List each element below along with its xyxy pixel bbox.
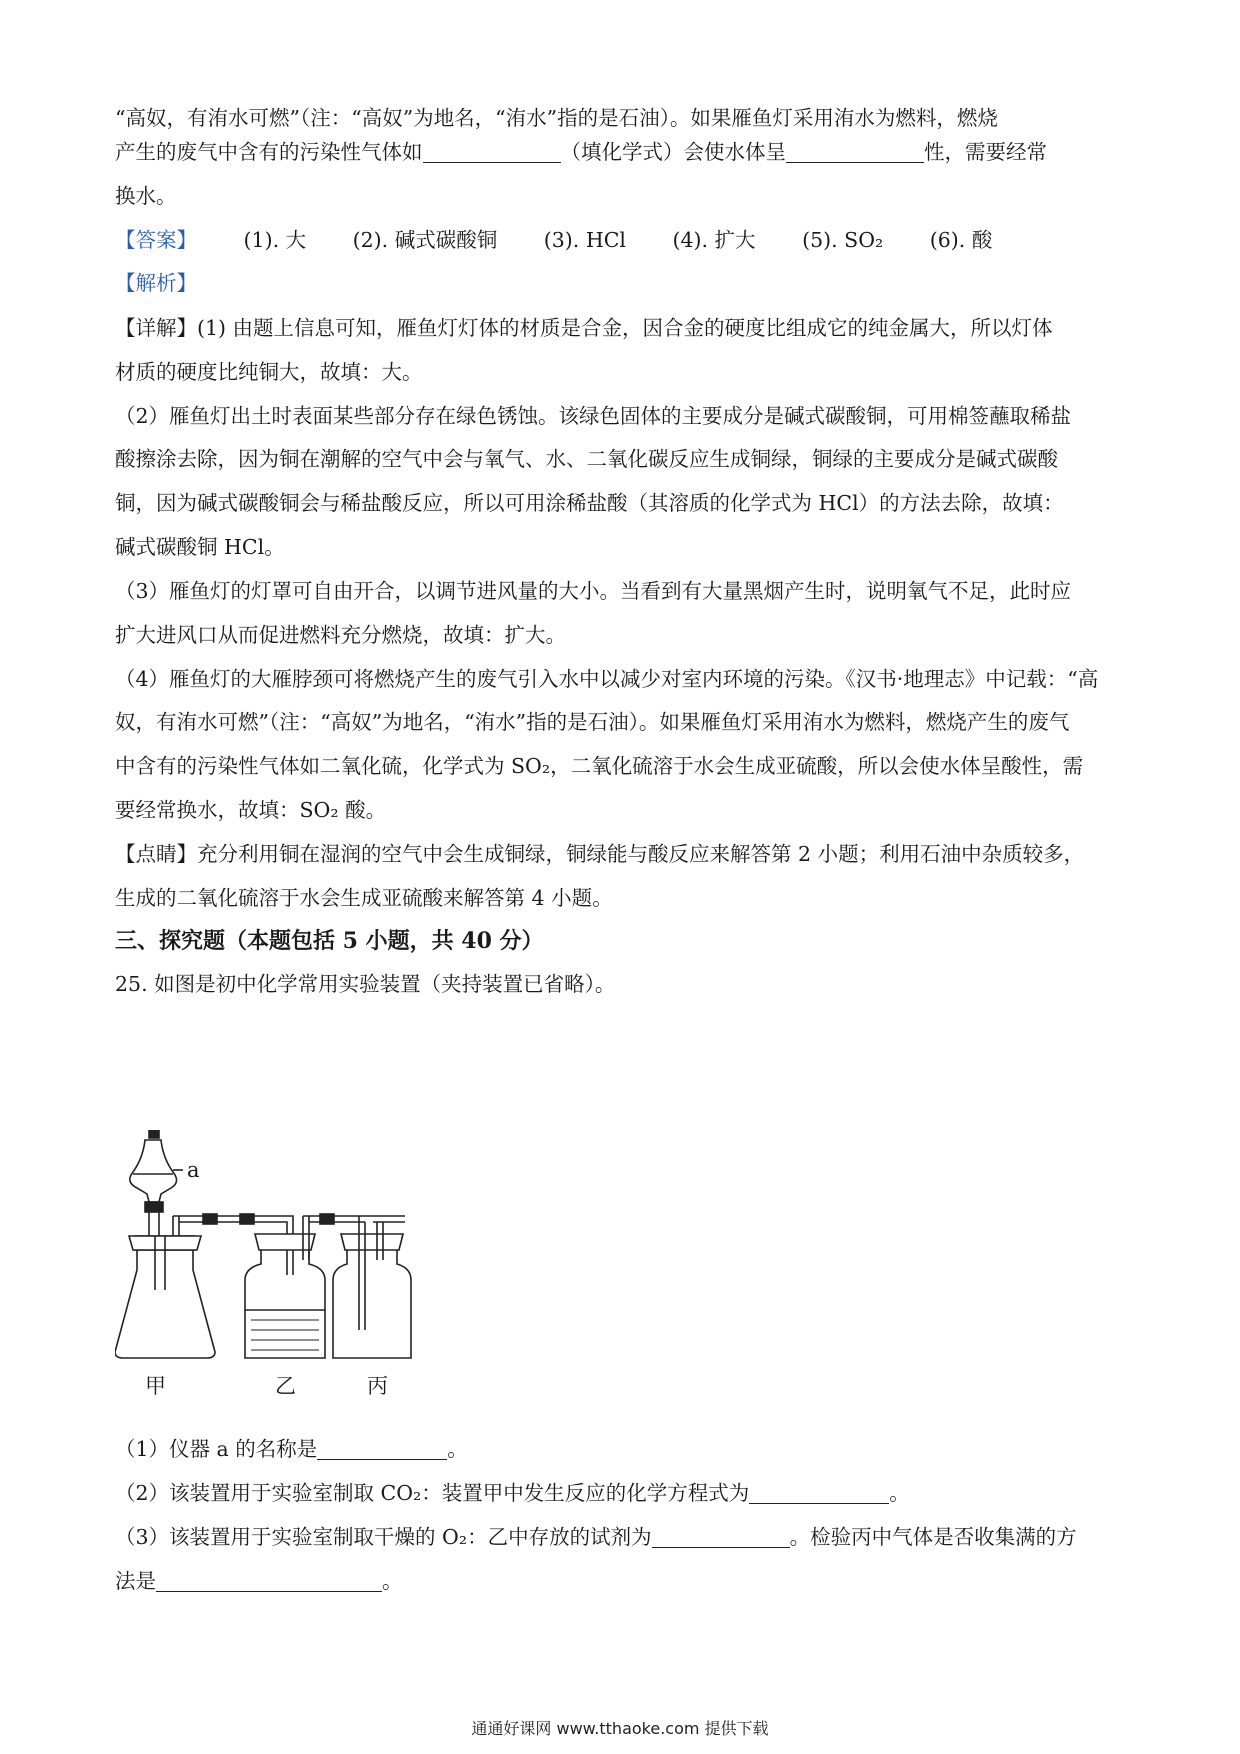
analysis-line: 奴，有洧水可燃”（注：“高奴”为地名，“洧水”指的是石油）。如果雁鱼灯采用洧水为燃料，燃烧产生的废气 <box>115 710 1070 734</box>
q25-sub-3-line-2 <box>115 1566 403 1596</box>
bottle-yi <box>245 1216 325 1358</box>
point-line <box>115 839 1084 869</box>
flask-jia <box>115 1216 215 1358</box>
answer-item: (1). 大 <box>243 228 307 252</box>
separatory-funnel <box>130 1130 183 1240</box>
analysis-line: （4）雁鱼灯的大雁脖颈可将燃烧产生的废气引入水中以减少对室内环境的污染。《汉书·地理志》中记载：“高 <box>115 667 1099 691</box>
q25-sub-1-end: 。 <box>447 1437 468 1461</box>
analysis-tag: 【解析】 <box>115 271 197 295</box>
answer-item: (3). HCl <box>543 228 626 252</box>
analysis-line: 碱式碳酸铜 HCl。 <box>115 535 285 559</box>
answer-blank[interactable] <box>652 1525 790 1548</box>
q25-sub-3-line-2-text: 法是 <box>115 1569 156 1593</box>
q24-line-3: 换水。 <box>115 184 177 208</box>
point-line: 生成的二氧化硫溶于水会生成亚硫酸来解答第 4 小题。 <box>115 886 613 910</box>
answer-item: (5). SO₂ <box>802 228 884 252</box>
analysis-line: 要经常换水，故填：SO₂ 酸。 <box>115 798 387 822</box>
label-jia: 甲 <box>145 1374 166 1398</box>
label-bing: 丙 <box>367 1374 388 1398</box>
answer-item: (2). 碱式碳酸铜 <box>352 228 498 252</box>
q25-sub-3-mid: 。检验丙中气体是否收集满的方 <box>789 1525 1077 1549</box>
answer-row <box>115 225 1032 255</box>
q25-sub-1-text: （1）仪器 a 的名称是 <box>115 1437 318 1461</box>
analysis-line: 酸擦涂去除，因为铜在潮解的空气中会与氧气、水、二氧化碳反应生成铜绿，铜绿的主要成分是碱式碳酸 <box>115 447 1058 471</box>
answer-tag: 【答案】 <box>115 228 197 252</box>
q24-line-2-mid: （填化学式）会使水体呈 <box>560 140 786 164</box>
q24-line-2-pre: 产生的废气中含有的污染性气体如 <box>115 140 423 164</box>
label-a: a <box>187 1158 200 1182</box>
analysis-line: （3）雁鱼灯的灯罩可自由开合，以调节进风量的大小。当看到有大量黑烟产生时，说明氧气不足，此时应 <box>115 579 1072 603</box>
analysis-line <box>115 313 1053 343</box>
q24-line-2 <box>115 137 1047 167</box>
detail-tag: 【详解】 <box>115 316 197 340</box>
apparatus-diagram <box>115 1130 455 1400</box>
q25-sub-3 <box>115 1522 1077 1552</box>
label-yi: 乙 <box>275 1374 296 1398</box>
point-text: 充分利用铜在湿润的空气中会生成铜绿，铜绿能与酸反应来解答第 2 小题；利用石油中杂质较多， <box>197 842 1085 866</box>
point-tag: 【点睛】 <box>115 842 197 866</box>
analysis-line: 材质的硬度比纯铜大，故填：大。 <box>115 360 423 384</box>
section-title: 三、探究题（本题包括 5 小题，共 40 分） <box>115 928 544 954</box>
analysis-line: 扩大进风口从而促进燃料充分燃烧，故填：扩大。 <box>115 623 566 647</box>
bottle-bing <box>333 1216 411 1358</box>
analysis-line: 铜，因为碱式碳酸铜会与稀盐酸反应，所以可用涂稀盐酸（其溶质的化学式为 HCl）的方法去除，故填： <box>115 491 1064 515</box>
q25-sub-2-text: （2）该装置用于实验室制取 CO₂：装置甲中发生反应的化学方程式为 <box>115 1481 750 1505</box>
apparatus-figure <box>115 1130 455 1400</box>
q25-sub-3-text: （3）该装置用于实验室制取干燥的 O₂：乙中存放的试剂为 <box>115 1525 652 1549</box>
answer-blank[interactable] <box>423 140 561 163</box>
answer-blank[interactable] <box>317 1437 447 1460</box>
q25-sub-1 <box>115 1434 468 1464</box>
page-footer: 通通好课网 www.tthaoke.com 提供下载 <box>471 1719 769 1738</box>
answer-blank[interactable] <box>156 1569 382 1592</box>
q25-stem: 25. 如图是初中化学常用实验装置（夹持装置已省略）。 <box>115 972 616 996</box>
analysis-line: 中含有的污染性气体如二氧化硫，化学式为 SO₂，二氧化硫溶于水会生成亚硫酸，所以会使水体呈酸性，需 <box>115 754 1084 778</box>
q25-sub-2-end: 。 <box>889 1481 910 1505</box>
answer-item: (4). 扩大 <box>672 228 756 252</box>
answer-blank[interactable] <box>749 1481 889 1504</box>
q24-line-1: “高奴，有洧水可燃”（注：“高奴”为地名，“洧水”指的是石油）。如果雁鱼灯采用洧水为燃料，燃烧 <box>115 106 998 130</box>
q24-line-2-post: 性，需要经常 <box>924 140 1047 164</box>
q25-sub-2 <box>115 1478 910 1508</box>
q25-sub-3-line-2-end: 。 <box>382 1569 403 1593</box>
answer-blank[interactable] <box>786 140 924 163</box>
analysis-text: (1) 由题上信息可知，雁鱼灯灯体的材质是合金，因合金的硬度比组成它的纯金属大，所以灯体 <box>197 316 1053 340</box>
answer-item: (6). 酸 <box>929 228 993 252</box>
analysis-line: （2）雁鱼灯出土时表面某些部分存在绿色锈蚀。该绿色固体的主要成分是碱式碳酸铜，可用棉签蘸取稀盐 <box>115 404 1072 428</box>
